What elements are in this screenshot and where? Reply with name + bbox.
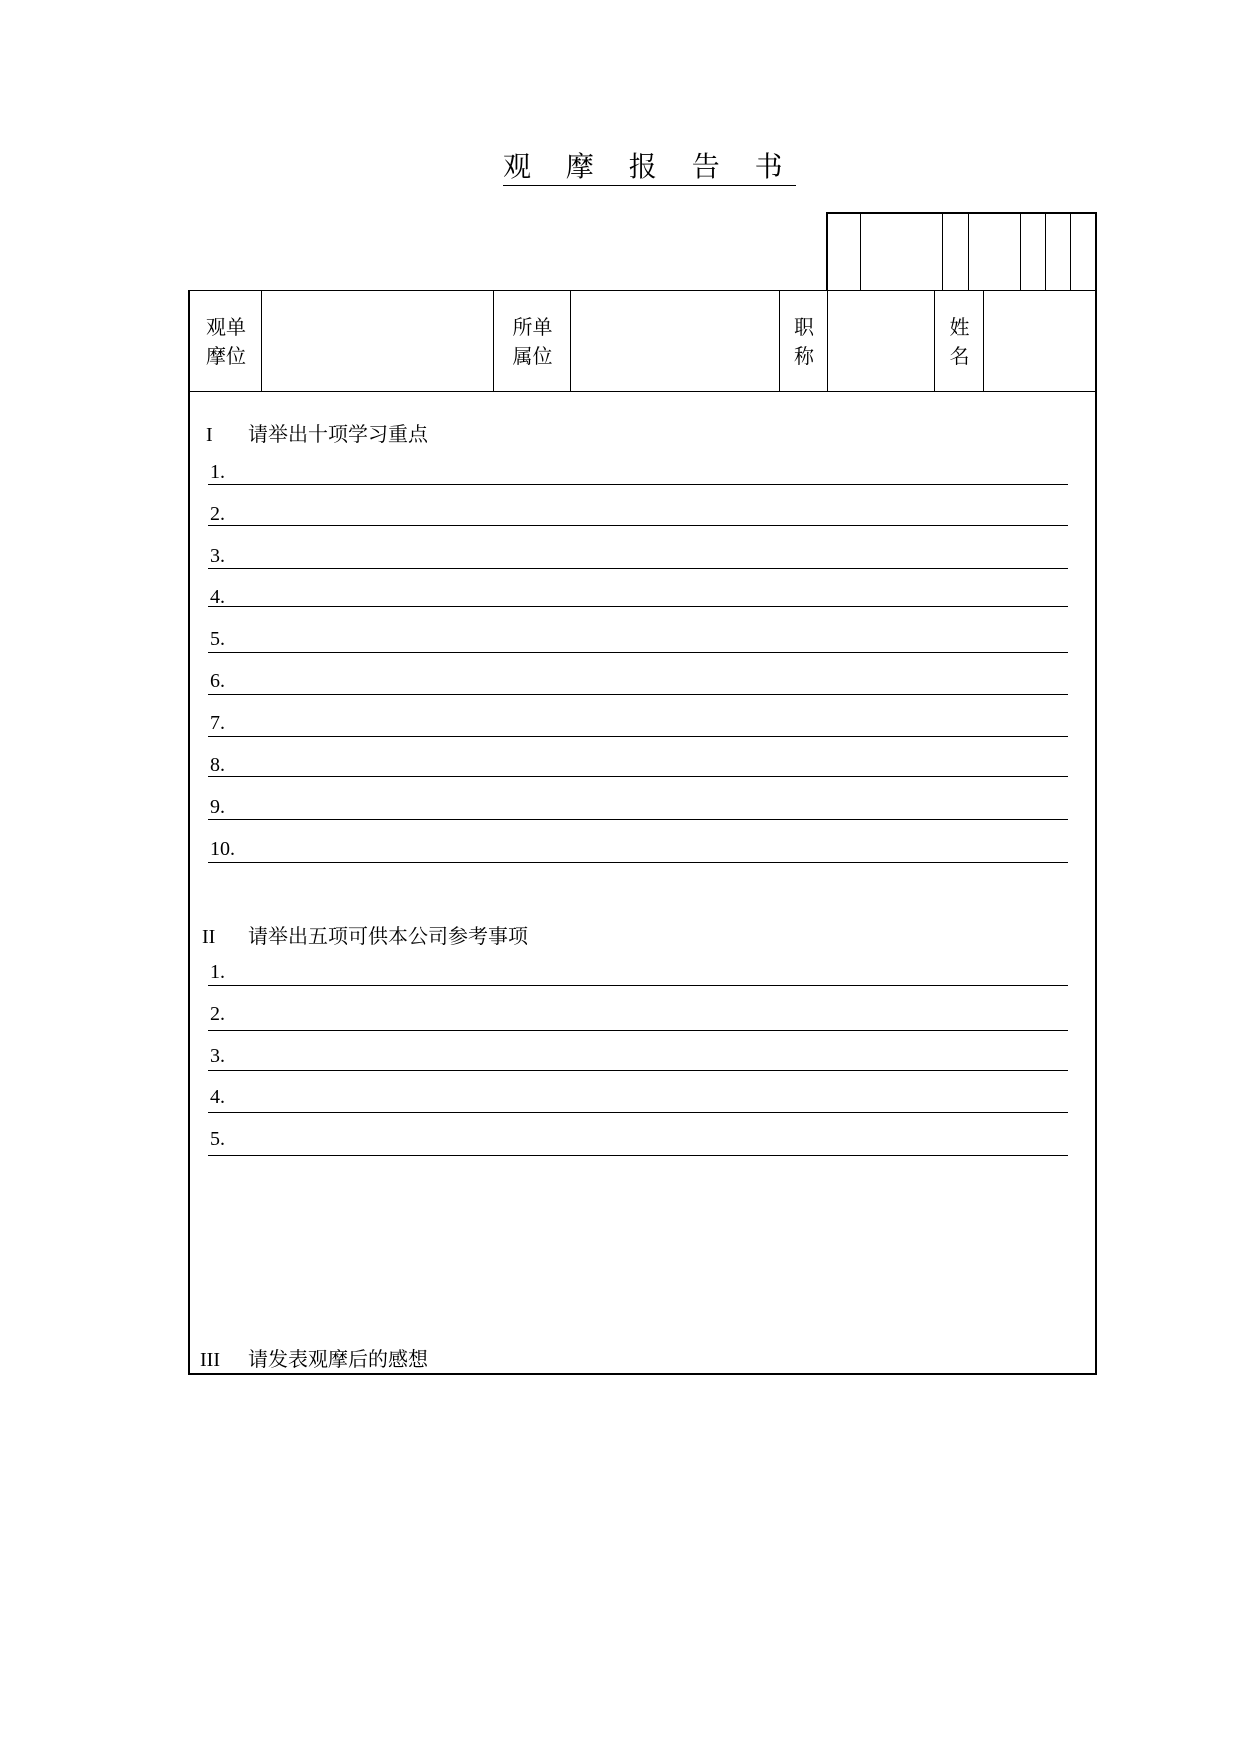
answer-line[interactable]: [208, 1070, 1068, 1071]
list-item-number: 9.: [210, 796, 225, 818]
document-title: 观 摩 报 告 书: [503, 152, 796, 186]
list-item-number: 5.: [210, 628, 225, 650]
list-item-number: 4.: [210, 1086, 225, 1108]
dept-field[interactable]: [571, 291, 780, 391]
answer-line[interactable]: [208, 484, 1068, 485]
section3-numeral: III: [200, 1349, 220, 1371]
section2-title: 请举出五项可供本公司参考事项: [248, 924, 528, 948]
list-item-number: 1.: [210, 461, 225, 483]
stamp-divider: [1070, 214, 1071, 290]
list-item-number: 8.: [210, 754, 225, 776]
list-item-number: 4.: [210, 586, 225, 608]
answer-line[interactable]: [208, 1030, 1068, 1031]
name-field[interactable]: [984, 291, 1095, 391]
stamp-divider: [1020, 214, 1021, 290]
answer-line[interactable]: [208, 652, 1068, 653]
dept-label: 所单 属位: [512, 315, 553, 368]
answer-line[interactable]: [208, 819, 1068, 820]
section1-numeral: I: [206, 424, 213, 446]
title-label-cell: [780, 291, 828, 391]
list-item-number: 6.: [210, 670, 225, 692]
list-item-number: 7.: [210, 712, 225, 734]
unit-field[interactable]: [262, 291, 494, 391]
list-item-number: 2.: [210, 503, 225, 525]
answer-line[interactable]: [208, 568, 1068, 569]
dept-label-cell: [494, 291, 571, 391]
answer-line[interactable]: [208, 1155, 1068, 1156]
unit-label: 观单 摩位: [206, 315, 246, 368]
answer-line[interactable]: [208, 1112, 1068, 1113]
section2-numeral: II: [202, 926, 216, 948]
list-item-number: 3.: [210, 1045, 225, 1067]
list-item-number: 5.: [210, 1128, 225, 1150]
unit-label-cell: [190, 291, 262, 391]
stamp-divider: [860, 214, 861, 290]
answer-line[interactable]: [208, 736, 1068, 737]
header-row: [190, 291, 1095, 392]
stamp-divider: [968, 214, 969, 290]
answer-line[interactable]: [208, 985, 1068, 986]
answer-line[interactable]: [208, 694, 1068, 695]
answer-line[interactable]: [208, 525, 1068, 526]
list-item-number: 10.: [210, 838, 235, 860]
section2-heading: [202, 920, 528, 949]
title-field[interactable]: [828, 291, 935, 391]
list-item-number: 1.: [210, 961, 225, 983]
section3-heading: [200, 1343, 428, 1372]
approval-stamp-box: [826, 212, 1097, 290]
answer-line[interactable]: [208, 776, 1068, 777]
answer-line[interactable]: [208, 606, 1068, 607]
title-label: 职 称: [794, 315, 814, 368]
section3-title: 请发表观摩后的感想: [248, 1347, 428, 1371]
section1-heading: [206, 418, 428, 447]
answer-line[interactable]: [208, 862, 1068, 863]
list-item-number: 3.: [210, 545, 225, 567]
section1-title: 请举出十项学习重点: [248, 422, 428, 446]
stamp-divider: [1045, 214, 1046, 290]
report-form: [188, 290, 1097, 1375]
name-label: 姓 名: [949, 315, 970, 368]
stamp-divider: [942, 214, 943, 290]
impressions-field[interactable]: [206, 1381, 1076, 1561]
list-item-number: 2.: [210, 1003, 225, 1025]
name-label-cell: [935, 291, 984, 391]
